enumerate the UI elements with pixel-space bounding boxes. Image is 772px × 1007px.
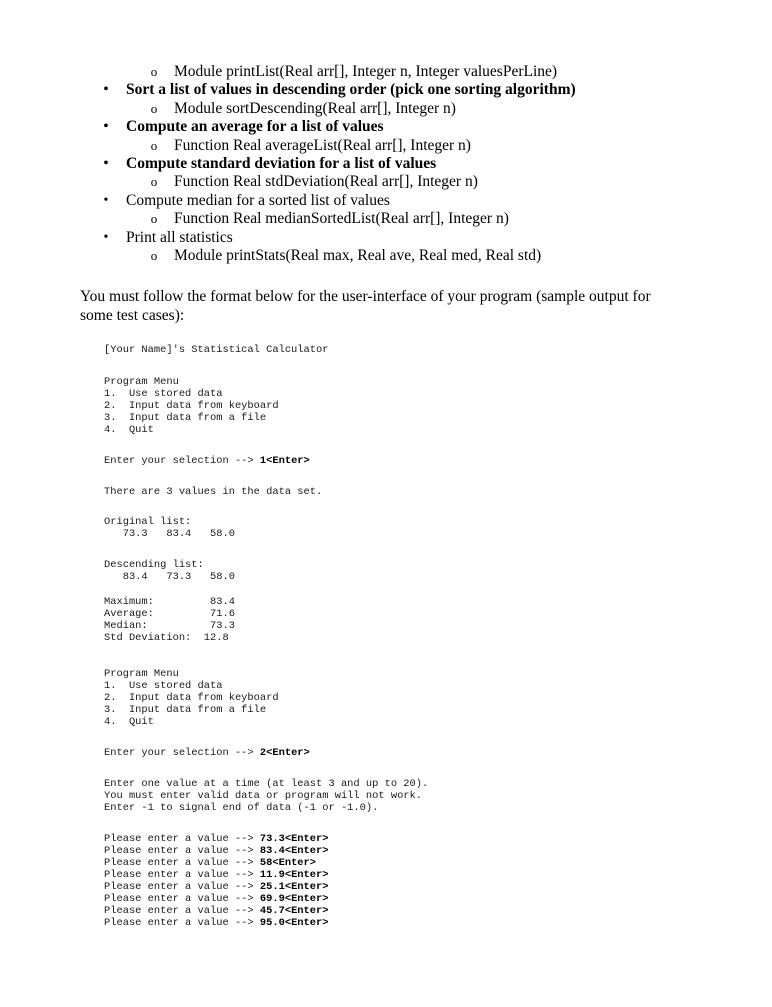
- entry-input: 69.9<Enter>: [259, 893, 329, 905]
- entry-line: [104, 857, 316, 869]
- menu-heading: Program Menu: [104, 668, 179, 680]
- bullet-icon: •: [103, 155, 109, 171]
- entry-line: [104, 869, 328, 881]
- entry-line: [104, 917, 328, 929]
- entry-prompt: Please enter a value -->: [104, 869, 260, 881]
- selection-input: 2<Enter>: [259, 747, 310, 759]
- hollow-bullet-icon: o: [150, 137, 158, 153]
- menu-item: 4. Quit: [104, 716, 154, 728]
- hollow-bullet-icon: o: [150, 100, 158, 116]
- menu-item: 3. Input data from a file: [104, 704, 267, 716]
- descending-list-label: Descending list:: [104, 559, 204, 571]
- entry-input: 45.7<Enter>: [259, 905, 329, 917]
- outline-item-text: Compute an average for a list of values: [126, 118, 384, 136]
- stat-std-deviation: Std Deviation: 12.8: [104, 632, 229, 644]
- intro-line: some test cases):: [80, 307, 185, 324]
- stat-median: Median: 73.3: [104, 620, 235, 632]
- entry-input: 11.9<Enter>: [259, 869, 329, 881]
- bullet-icon: •: [103, 229, 109, 245]
- intro-paragraph: [80, 287, 700, 325]
- outline-item-text: Function Real stdDeviation(Real arr[], Integer n): [174, 173, 478, 191]
- bullet-icon: •: [103, 192, 109, 208]
- entry-input: 73.3<Enter>: [259, 833, 329, 845]
- selection-prompt: Enter your selection -->: [104, 747, 260, 759]
- original-list-label: Original list:: [104, 516, 192, 528]
- entry-prompt: Please enter a value -->: [104, 857, 260, 869]
- selection-input: 1<Enter>: [259, 455, 310, 467]
- hollow-bullet-icon: o: [150, 247, 158, 263]
- outline-item-text: Function Real averageList(Real arr[], Integer n): [174, 136, 471, 154]
- entry-line: [104, 905, 328, 917]
- menu-item: 2. Input data from keyboard: [104, 692, 279, 704]
- entry-input: 83.4<Enter>: [259, 845, 329, 857]
- program-title: [Your Name]'s Statistical Calculator: [104, 344, 329, 356]
- hollow-bullet-icon: o: [150, 211, 158, 227]
- outline-item-text: Module printStats(Real max, Real ave, Real med, Real std): [174, 246, 542, 264]
- menu-item: 4. Quit: [104, 424, 154, 436]
- entry-line: [104, 833, 328, 845]
- entry-line: [104, 845, 328, 857]
- entry-line: [104, 893, 328, 905]
- stat-average: Average: 71.6: [104, 608, 235, 620]
- entry-input: 95.0<Enter>: [259, 917, 329, 929]
- entry-prompt: Please enter a value -->: [104, 845, 260, 857]
- entry-prompt: Please enter a value -->: [104, 833, 260, 845]
- entry-line: [104, 881, 328, 893]
- original-list-values: 73.3 83.4 58.0: [104, 528, 235, 540]
- hollow-bullet-icon: o: [150, 174, 158, 190]
- entry-input: 58<Enter>: [259, 857, 317, 869]
- descending-list-values: 83.4 73.3 58.0: [104, 571, 235, 583]
- menu-item: 1. Use stored data: [104, 388, 223, 400]
- entry-prompt: Please enter a value -->: [104, 917, 260, 929]
- menu-item: 3. Input data from a file: [104, 412, 267, 424]
- entry-prompt: Please enter a value -->: [104, 893, 260, 905]
- hollow-bullet-icon: o: [150, 64, 158, 79]
- outline-item-text: Compute standard deviation for a list of values: [126, 154, 437, 172]
- bullet-icon: •: [103, 119, 109, 135]
- outline-item-text: Module sortDescending(Real arr[], Integer n): [174, 99, 456, 117]
- outline-item-text: Print all statistics: [126, 228, 233, 246]
- outline-item-text: Compute median for a sorted list of values: [126, 191, 390, 209]
- outline-item-text: Module printList(Real arr[], Integer n, Integer valuesPerLine): [174, 63, 558, 80]
- count-message: There are 3 values in the data set.: [104, 486, 323, 498]
- entry-input: 25.1<Enter>: [259, 881, 329, 893]
- selection-prompt: Enter your selection -->: [104, 455, 260, 467]
- selection-line: [104, 747, 310, 759]
- menu-item: 1. Use stored data: [104, 680, 223, 692]
- stat-maximum: Maximum: 83.4: [104, 596, 235, 608]
- menu-heading: Program Menu: [104, 376, 179, 388]
- menu-item: 2. Input data from keyboard: [104, 400, 279, 412]
- selection-line: [104, 455, 310, 467]
- instruction-line: Enter one value at a time (at least 3 and up to 20).: [104, 778, 429, 790]
- bullet-icon: •: [103, 82, 109, 98]
- instruction-line: Enter -1 to signal end of data (-1 or -1.0).: [104, 802, 379, 814]
- outline-item-text: Sort a list of values in descending order (pick one sorting algorithm): [126, 81, 576, 99]
- instruction-line: You must enter valid data or program will not work.: [104, 790, 423, 802]
- outline-item-text: Function Real medianSortedList(Real arr[], Integer n): [174, 210, 509, 228]
- entry-prompt: Please enter a value -->: [104, 881, 260, 893]
- intro-line: You must follow the format below for the user-interface of your program (sample output for: [80, 288, 651, 305]
- entry-prompt: Please enter a value -->: [104, 905, 260, 917]
